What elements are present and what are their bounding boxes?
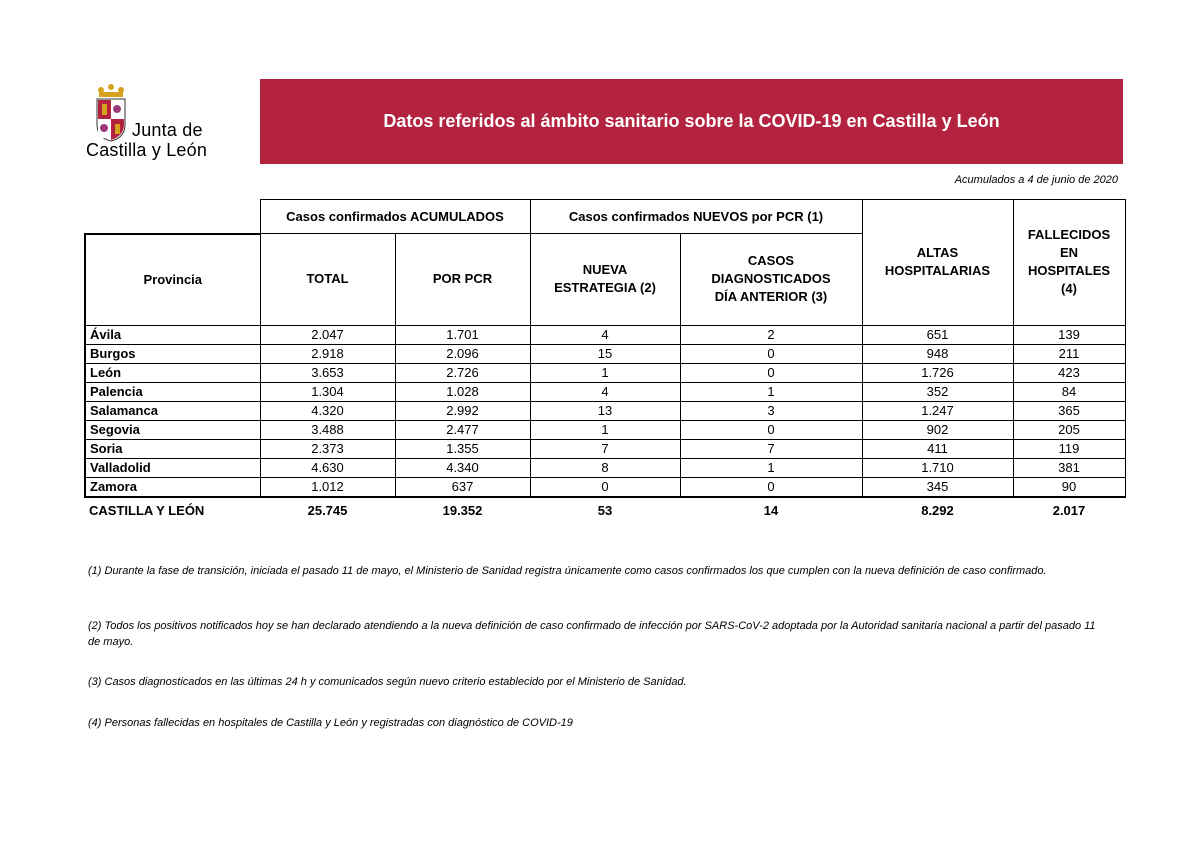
table-cell: 13 [530, 401, 680, 420]
province-name: Segovia [85, 420, 260, 439]
col-header-altas: ALTAS HOSPITALARIAS [862, 200, 1013, 326]
table-cell: 2.992 [395, 401, 530, 420]
title-banner [260, 79, 1123, 164]
table-cell: 637 [395, 477, 530, 497]
table-cell: 1.710 [862, 458, 1013, 477]
table-cell: 4 [530, 382, 680, 401]
table-cell: 1.028 [395, 382, 530, 401]
table-cell: 948 [862, 344, 1013, 363]
table-cell: 4 [530, 325, 680, 344]
province-name: León [85, 363, 260, 382]
table-cell: 2.047 [260, 325, 395, 344]
table-cell: 1.355 [395, 439, 530, 458]
table-row [85, 344, 1125, 363]
table-cell: 15 [530, 344, 680, 363]
table-row [85, 420, 1125, 439]
province-name: Salamanca [85, 401, 260, 420]
province-name: Burgos [85, 344, 260, 363]
table-cell: 902 [862, 420, 1013, 439]
province-name: Ávila [85, 325, 260, 344]
col-header-total: TOTAL [260, 234, 395, 326]
table-cell: 1.247 [862, 401, 1013, 420]
footnote-4: (4) Personas fallecidas en hospitales de Castilla y León y registradas con diagnóstico de COVID-19 [88, 717, 573, 729]
total-label: CASTILLA Y LEÓN [89, 503, 205, 518]
table-cell: 423 [1013, 363, 1125, 382]
table-cell: 352 [862, 382, 1013, 401]
table-cell: 1.726 [862, 363, 1013, 382]
total-cell: 25.745 [307, 503, 348, 518]
table-cell: 1.304 [260, 382, 395, 401]
table-cell: 84 [1013, 382, 1125, 401]
logo-line2: Castilla y León [86, 140, 208, 160]
group-header-nuevos: Casos confirmados NUEVOS por PCR (1) [530, 200, 862, 234]
province-name: Zamora [85, 477, 260, 497]
table-cell: 0 [680, 420, 862, 439]
page-title: Datos referidos al ámbito sanitario sobre la COVID-19 en Castilla y León [383, 111, 1000, 131]
date-note: Acumulados a 4 de junio de 2020 [954, 174, 1118, 186]
table-cell: 411 [862, 439, 1013, 458]
table-cell: 205 [1013, 420, 1125, 439]
empty-corner [85, 200, 260, 234]
table-cell: 345 [862, 477, 1013, 497]
table-cell: 4.630 [260, 458, 395, 477]
province-name: Soria [85, 439, 260, 458]
table-cell: 211 [1013, 344, 1125, 363]
footnote-1: (1) Durante la fase de transición, iniciada el pasado 11 de mayo, el Ministerio de Sanidad registra únicamente como casos confirmados los que cumplen con la nueva definición de caso confirmado. [88, 565, 1047, 577]
footnote-2: (2) Todos los positivos notificados hoy se han declarado atendiendo a la nueva definición de caso confirmado de infección por SARS-CoV-2 adoptada por la Autoridad sanitaria nacional a partir del pasado 11 de mayo. [88, 620, 1096, 648]
col-header-provincia: Provincia [85, 234, 260, 326]
total-cell: 8.292 [921, 503, 954, 518]
table-cell: 381 [1013, 458, 1125, 477]
total-cell: 53 [597, 503, 613, 518]
table-row [85, 382, 1125, 401]
total-row [85, 497, 1125, 524]
table-cell: 3.488 [260, 420, 395, 439]
table-cell: 3.653 [260, 363, 395, 382]
table-cell: 1 [530, 420, 680, 439]
table-cell: 4.320 [260, 401, 395, 420]
junta-logo [86, 84, 226, 164]
table-row [85, 363, 1125, 382]
table-cell: 1.701 [395, 325, 530, 344]
table-cell: 3 [680, 401, 862, 420]
col-header-fallecidos: FALLECIDOS EN HOSPITALES (4) [1013, 200, 1125, 326]
table-cell: 1 [680, 382, 862, 401]
table-cell: 139 [1013, 325, 1125, 344]
table-row [85, 458, 1125, 477]
footnote-3: (3) Casos diagnosticados en las últimas 24 h y comunicados según nuevo criterio establecido por el Ministerio de Sanidad. [88, 676, 687, 688]
table-row [85, 325, 1125, 344]
table-cell: 7 [530, 439, 680, 458]
table-cell: 119 [1013, 439, 1125, 458]
col-header-por-pcr: POR PCR [395, 234, 530, 326]
table-cell: 2.373 [260, 439, 395, 458]
table-cell: 651 [862, 325, 1013, 344]
table-cell: 0 [680, 477, 862, 497]
table-cell: 2.477 [395, 420, 530, 439]
table-cell: 8 [530, 458, 680, 477]
col-header-casos-diagnosticados: CASOS DIAGNOSTICADOS DÍA ANTERIOR (3) [680, 234, 862, 326]
table-cell: 2.726 [395, 363, 530, 382]
table-row [85, 439, 1125, 458]
total-cell: 14 [763, 503, 779, 518]
table-row [85, 477, 1125, 497]
table-cell: 0 [680, 363, 862, 382]
total-cell: 2.017 [1052, 503, 1086, 518]
province-name: Valladolid [85, 458, 260, 477]
table-cell: 1 [680, 458, 862, 477]
table-cell: 7 [680, 439, 862, 458]
table-cell: 0 [530, 477, 680, 497]
table-cell: 365 [1013, 401, 1125, 420]
table-row [85, 401, 1125, 420]
col-header-nueva-estrategia: NUEVA ESTRATEGIA (2) [530, 234, 680, 326]
table-cell: 1.012 [260, 477, 395, 497]
province-name: Palencia [85, 382, 260, 401]
table-cell: 4.340 [395, 458, 530, 477]
group-header-acumulados: Casos confirmados ACUMULADOS [260, 200, 530, 234]
table-cell: 1 [530, 363, 680, 382]
covid-data-table [84, 199, 1126, 524]
logo-line1: Junta de [132, 120, 203, 140]
table-cell: 0 [680, 344, 862, 363]
total-cell: 19.352 [442, 503, 483, 518]
table-cell: 2 [680, 325, 862, 344]
table-cell: 2.096 [395, 344, 530, 363]
table-cell: 2.918 [260, 344, 395, 363]
table-cell: 90 [1013, 477, 1125, 497]
